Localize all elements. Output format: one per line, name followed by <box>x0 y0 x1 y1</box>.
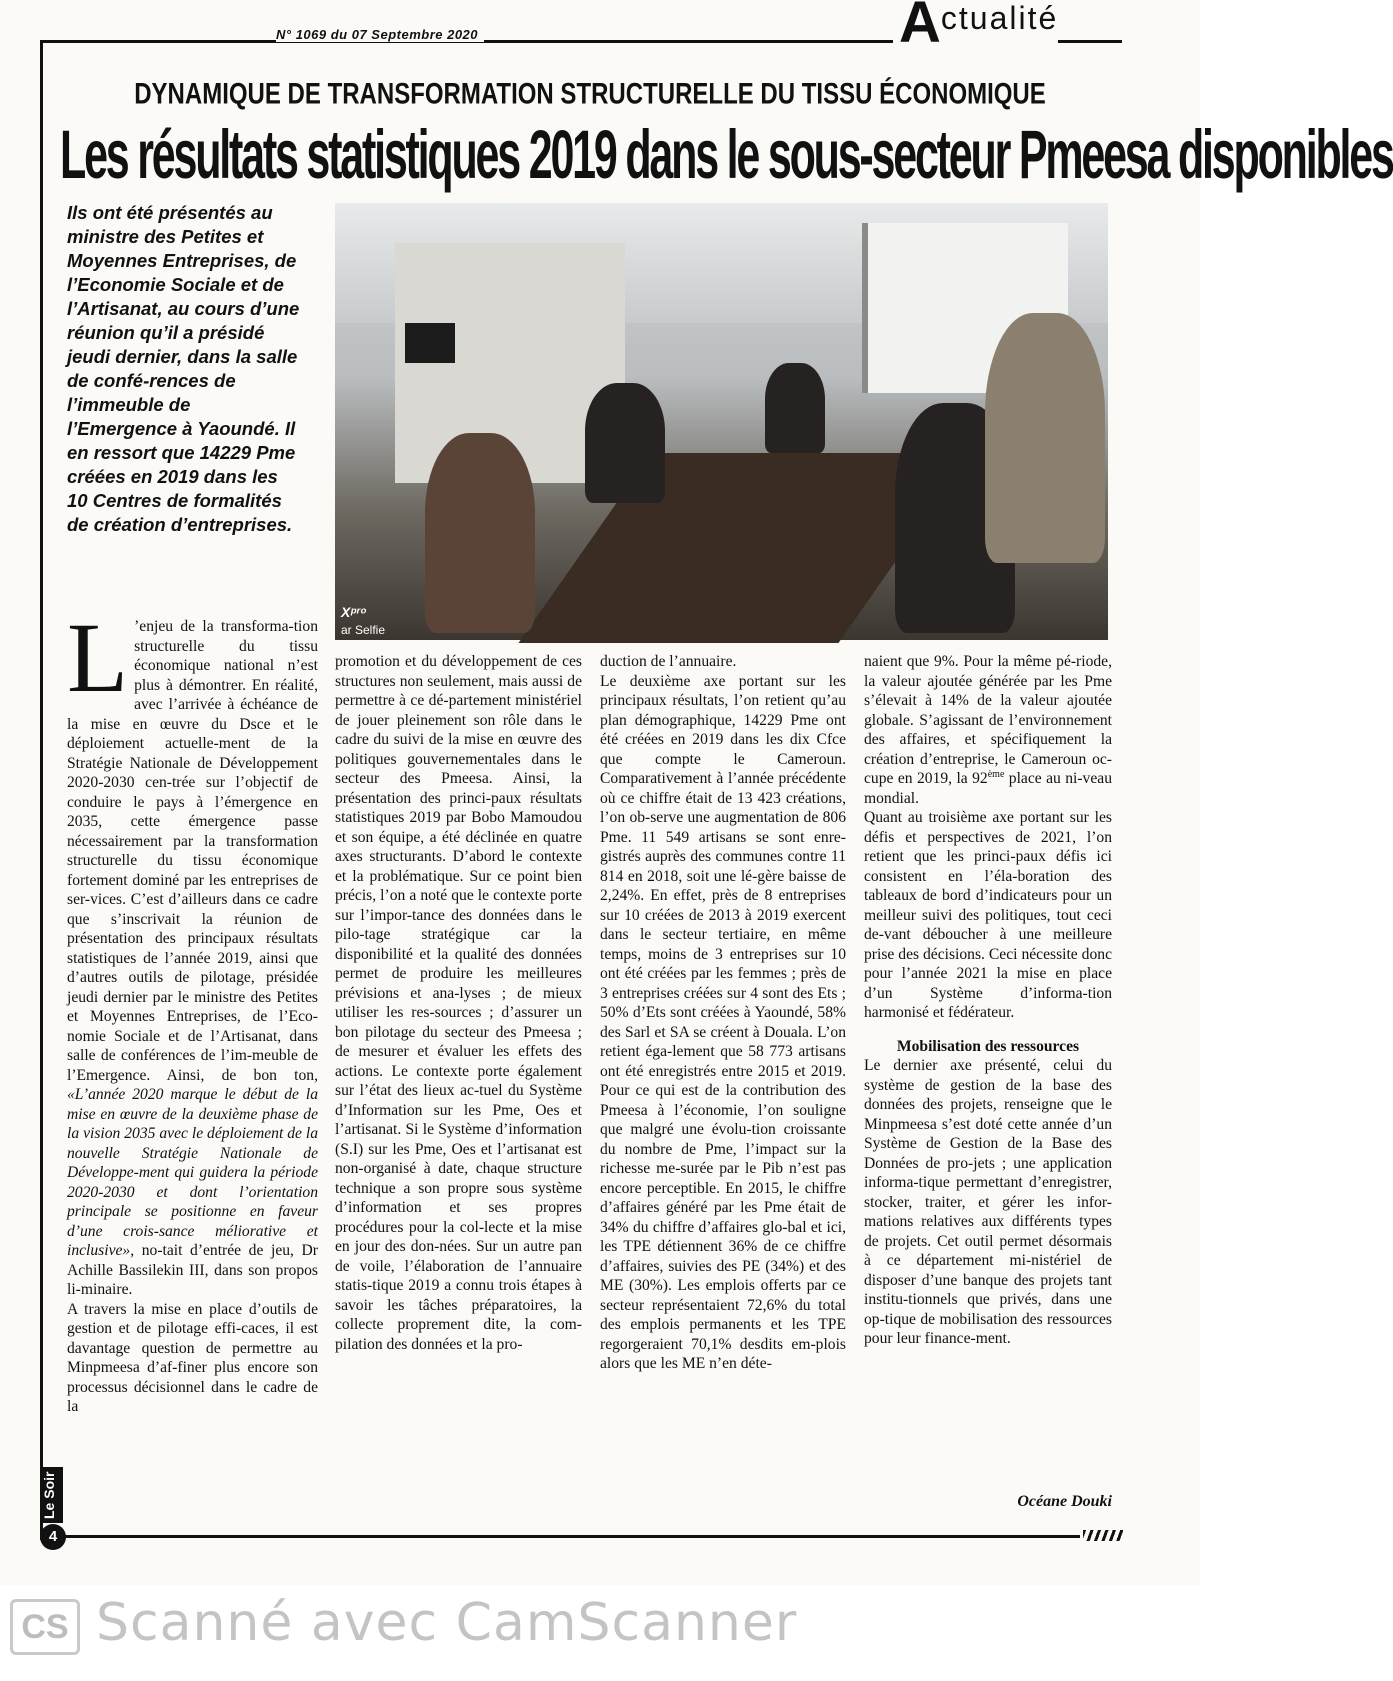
scanner-text: Scanné avec CamScanner <box>96 1593 798 1653</box>
camera-shape <box>405 323 455 363</box>
paragraph: Le dernier axe présenté, celui du système de gestion de la base des données des projets, renseigne que le Minpmeesa s’est doté cette année d’un Système de Gestion de la Base des Données de pro-jets ; une application informa-tique permettant d’enregistrer, stocker, traiter, et gérer les infor-mations relatives aux différents types de projets. Cet outil permet désormais à ce département mi-nistériel de disposer d’une banque des projets tant institu-tionnels que privés, dans une op-tique de mobilisation des ressources pour leur finance-ment. <box>864 1057 1112 1347</box>
paragraph: naient que 9%. Pour la même pé-riode, la valeur ajoutée générée par les Pme s’élevait à 14% de la valeur ajoutée globale. S’agissant de l’environnement des affaires, et spécifiquement la création d’entreprise, le Cameroun oc-cupe en 2019, la 92 <box>864 653 1112 787</box>
bottom-rule <box>40 1535 1080 1538</box>
lead-paragraph: Ils ont été présentés au ministre des Petites et Moyennes Entreprises, de l’Economie Sociale et de l’Artisanat, au cours d’une réunion qu’il a présidé jeudi dernier, dans la salle de confé-rences de l’immeuble de l’Emergence à Yaoundé. Il en ressort que 14229 Pme créées en 2019 dans les 10 Centres de formalités de création d’entreprises. <box>67 202 300 535</box>
left-rule <box>40 40 43 1540</box>
hatch-ornament <box>1083 1530 1123 1541</box>
meeting-photo <box>335 203 1108 640</box>
section-rest: ctualité <box>940 0 1059 36</box>
author-byline: Océane Douki <box>1017 1493 1112 1510</box>
photo-credit-logo: Xᵖʳᵒ <box>341 604 367 620</box>
paragraph: duction de l’annuaire. <box>600 653 737 670</box>
paragraph: A travers la mise en place d’outils de gestion et de pilotage effi-caces, il est davantage question de permettre au Minpmeesa d’af-finer plus encore son processus décisionnel dans le cadre de la <box>67 1300 318 1415</box>
section-initial: A <box>899 0 941 55</box>
drop-cap: L <box>67 602 129 713</box>
paragraph: Le deuxième axe portant sur les principaux résultats, l’on retient qu’au plan démographique, 14229 Pme ont été créées en 2019 dans les dix Cfce que compte le Cameroun. Comparativement à l’année précédente où ce chiffre était de 13 423 créations, l’on ob-serve une augmentation de 806 Pme. 11 549 artisans se sont enre-gistrés auprès des communes contre 11 814 en 2018, soit une lé-gère baisse de 2,24%. En effet, près de 8 entreprises sur 10 créées de 2013 à 2019 exercent dans le secteur tertiaire, en même temps, moins de 3 entreprises sur 10 ont été créées par les femmes ; près de 3 entreprises créées sur 4 sont des Ets ; 50% d’Ets sont créées à Yaoundé, 58% des Sarl et SA se créent à Douala. L’on retient éga-lement que 58 773 artisans ont été enregistrés entre 2015 et 2019. Pour ce qui est de la contribution des Pmeesa à l’économie, l’on souligne que malgré une évolu-tion croissante du nombre de Pme, l’impact sur la richesse me-surée par le Pib n’est pas encore perceptible. En 2015, le chiffre d’affaires généré par les Pme était de 34% du chiffre d’affaires glo-bal et ici, les TPE détiennent 36% de ce chiffre d’affaires, suivies des PE (34%) et des ME (30%). Les emplois offerts par ce secteur représentaient 72,6% du total des emplois permanents et les TPE regorgeraient 70,1% desdits em-plois alors que les ME n’en déte- <box>600 672 846 1372</box>
person-shape <box>425 433 535 633</box>
kicker: DYNAMIQUE DE TRANSFORMATION STRUCTURELLE DU TISSU ÉCONOMIQUE <box>134 77 1046 111</box>
person-shape <box>585 383 665 503</box>
paragraph: Quant au troisième axe portant sur les défis et perspectives de 2021, l’on retient que les princi-paux défis ici consistent en l’éla-boration des tableaux de bord d’indicateurs pour un meilleur suivi des politiques, tout ceci de-vant déboucher à une meilleure prise des décisions. Ceci nécessite donc pour l’année 2021 la mise en place d’un Système d’informa-tion harmonisé et fédérateur. <box>864 809 1112 1021</box>
quote: «L’année 2020 marque le début de la mise en œuvre de la deuxième phase de la vision 2035 avec le déploiement de la nouvelle Stratégie Nationale de Développe-ment qui guidera la période 2020-2030 et dont l’orientation principale se positionne en faveur d’une crois-sance méliorative et inclusive», <box>67 1086 318 1259</box>
body-column-2 <box>335 652 582 1354</box>
person-shape <box>985 313 1105 563</box>
person-shape <box>765 363 825 453</box>
issue-line: N° 1069 du 07 Septembre 2020 <box>276 27 484 42</box>
scanner-watermark <box>0 1585 1200 1681</box>
section-title <box>893 0 1059 55</box>
body-column-3 <box>600 652 846 1374</box>
paragraph: place au ni-veau mondial. <box>864 770 1112 807</box>
paragraph: ’enjeu de la transforma-tion structurelle du tissu économique national n’est plus à démontrer. En réalité, avec l’arrivée à échéance de la mise en œuvre du Dsce et le déploiement actuelle-ment de la Stratégie Nationale de Développement 2020-2030 cen-trée sur l’objectif de conduire le pays à l’émergence en 2035, cette émergence passe nécessairement par la transformation structurelle du tissu économique fortement dominé par les entreprises de ser-vices. C’est d’ailleurs dans ce cadre que s’inscrivait la réunion de présentation des principaux résultats statistiques de l’année 2019, ainsi que d’autres outils de pilotage, présidée jeudi dernier par le ministre des Petites et Moyennes Entreprises, de l’Eco-nomie Sociale et de l’Artisanat, dans salle de conférences de l’im-meuble de l’Emergence. Ainsi, de bon ton, <box>67 618 318 1084</box>
body-column-1 <box>67 602 318 1417</box>
newspaper-brand: Le Soir <box>41 1467 63 1523</box>
subheading: Mobilisation des ressources <box>896 1037 1080 1055</box>
headline: Les résultats statistiques 2019 dans le sous-secteur Pmeesa disponibles <box>60 117 1393 194</box>
page-number: 4 <box>40 1524 66 1550</box>
camscanner-logo: CS <box>10 1599 80 1655</box>
body-column-4 <box>864 652 1112 1349</box>
photo-credit: ar Selfie <box>341 623 386 637</box>
superscript: ème <box>987 768 1005 780</box>
paragraph: promotion et du développement de ces structures non seulement, mais aussi de permettre à ce dé-partement ministériel de jouer pleinement son rôle dans le cadre du suivi de la mise en œuvre des politiques gouvernementales dans le secteur des Pmeesa. Ainsi, la présentation des princi-paux résultats statistiques 2019 par Bobo Mamoudou et son équipe, a été déclinée en quatre axes structurants. D’abord le contexte et la problématique. Sur ce point bien précis, l’on a noté que le contexte porte sur l’impor-tance des données dans le pilo-tage stratégique car la disponibilité et la qualité des données permet de produire les meilleures prévisions et ana-lyses ; de mieux utiliser les res-sources ; d’assurer un bon pilotage du secteur des Pmeesa ; de mesurer et évaluer les effets des actions. Le contexte porte également sur l’état des lieux ac-tuel du Système d’Information sur les Pme, Oes et l’artisanat. Si le Système d’information (S.I) sur les Pme, Oes et l’artisanat est non-organisé à date, chaque structure technique a son propre sous système d’information et ses propres procédures pour la col-lecte et la mise en jour des don-nées. Sur un autre pan de voile, l’élaboration de l’annuaire statis-tique 2019 a connu trois étapes à savoir les tâches préparatoires, la collecte proprement dite, la com-pilation des données et la pro- <box>335 653 582 1353</box>
paragraph: no-tait d’entrée de jeu, Dr Achille Bassilekin III, dans son propos li-minaire. <box>67 1242 318 1298</box>
